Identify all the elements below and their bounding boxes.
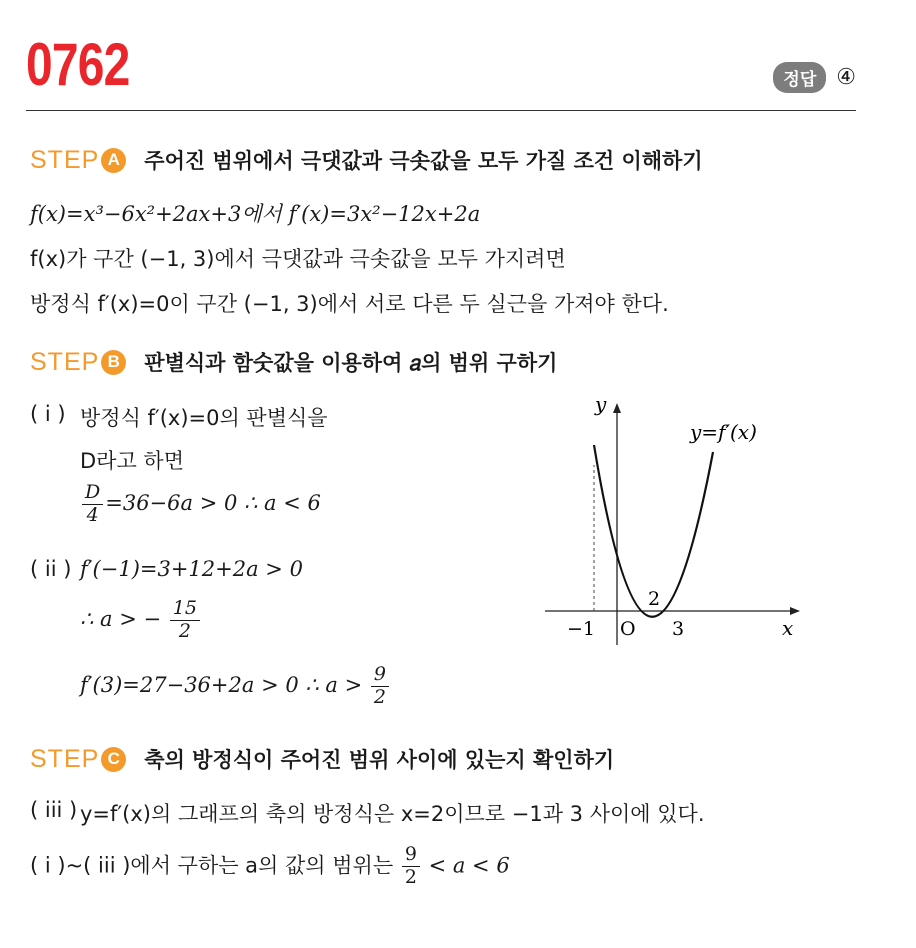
x-axis-label: x [782, 616, 794, 640]
fraction-d-over-4 [82, 482, 103, 527]
step-a-line-2: f(x)가 구간 (−1, 3)에서 극댓값과 극솟값을 모두 가지려면 [30, 247, 566, 271]
step-a-title: 주어진 범위에서 극댓값과 극솟값을 모두 가질 조건 이해하기 [144, 149, 703, 173]
step-c-title: 축의 방정식이 주어진 범위 사이에 있는지 확인하기 [144, 748, 615, 772]
case-iii-line: y=f′(x)의 그래프의 축의 방정식은 x=2이므로 −1과 3 사이에 있다. [80, 802, 705, 826]
fraction-9-over-2 [371, 664, 389, 709]
step-b-heading [30, 347, 557, 377]
case-ii-line-1: f′(−1)=3+12+2a > 0 [80, 557, 303, 581]
header-divider [26, 110, 856, 111]
case-i-label: ( i ) [30, 402, 66, 426]
fraction-denominator: 2 [404, 865, 417, 888]
fraction-denominator: 2 [373, 685, 386, 708]
fraction-denominator: 4 [86, 503, 99, 526]
case-ii-prefix: ∴ a > − [80, 606, 162, 631]
case-ii-line-3-prefix: f′(3)=27−36+2a > 0 ∴ a > [80, 672, 363, 697]
case-ii-line-2 [80, 598, 202, 643]
answer-area [773, 62, 856, 93]
step-b-title: 판별식과 함숫값을 이용하여 𝑎의 범위 구하기 [144, 351, 558, 375]
tick-label-3: 3 [672, 618, 685, 640]
fraction-numerator: 15 [170, 598, 200, 621]
case-i-line-1: 방정식 f′(x)=0의 판별식을 [80, 406, 328, 430]
step-a-line-1: f(x)=x³−6x²+2ax+3에서 f′(x)=3x²−12x+2a [30, 202, 481, 226]
conclusion-prefix: ( i )~( iii )에서 구하는 a의 값의 범위는 [30, 853, 394, 878]
step-a-line-3: 방정식 f′(x)=0이 구간 (−1, 3)에서 서로 다른 두 실근을 가져야 한다. [30, 292, 669, 316]
curve-label: y=f′(x) [690, 420, 757, 444]
step-word: STEP [30, 744, 100, 773]
step-word: STEP [30, 347, 100, 376]
case-ii-label: ( ii ) [30, 557, 72, 581]
case-iii-label: ( iii ) [30, 798, 78, 822]
answer-value: ④ [836, 65, 856, 90]
conclusion-line [30, 844, 510, 889]
y-axis-arrow [613, 403, 621, 413]
step-a-badge: A [101, 148, 126, 173]
tick-label-neg1: −1 [567, 618, 596, 640]
x-axis-arrow [790, 607, 800, 615]
y-axis-label: y [595, 395, 607, 416]
case-i-line-2: D라고 하면 [80, 449, 184, 473]
step-word: STEP [30, 145, 100, 174]
fraction-numerator: 9 [371, 664, 389, 687]
fraction-numerator: 9 [402, 844, 420, 867]
step-c-heading [30, 744, 614, 774]
step-b-badge: B [101, 350, 126, 375]
fraction-9-over-2-conclusion [402, 844, 420, 889]
derivative-graph [530, 395, 810, 655]
problem-number: 0762 [26, 31, 130, 98]
case-i-inequality: =36−6a > 0 ∴ a < 6 [105, 490, 321, 515]
case-ii-line-3 [80, 664, 391, 709]
origin-label: O [620, 618, 636, 640]
tick-label-2: 2 [648, 588, 661, 610]
step-a-heading [30, 145, 703, 175]
fraction-denominator: 2 [178, 619, 191, 642]
fraction-15-over-2 [170, 598, 200, 643]
conclusion-suffix: < a < 6 [428, 853, 510, 878]
case-i-line-3 [80, 482, 321, 527]
answer-badge: 정답 [773, 62, 826, 93]
step-c-badge: C [101, 747, 126, 772]
fraction-numerator: D [82, 482, 103, 505]
